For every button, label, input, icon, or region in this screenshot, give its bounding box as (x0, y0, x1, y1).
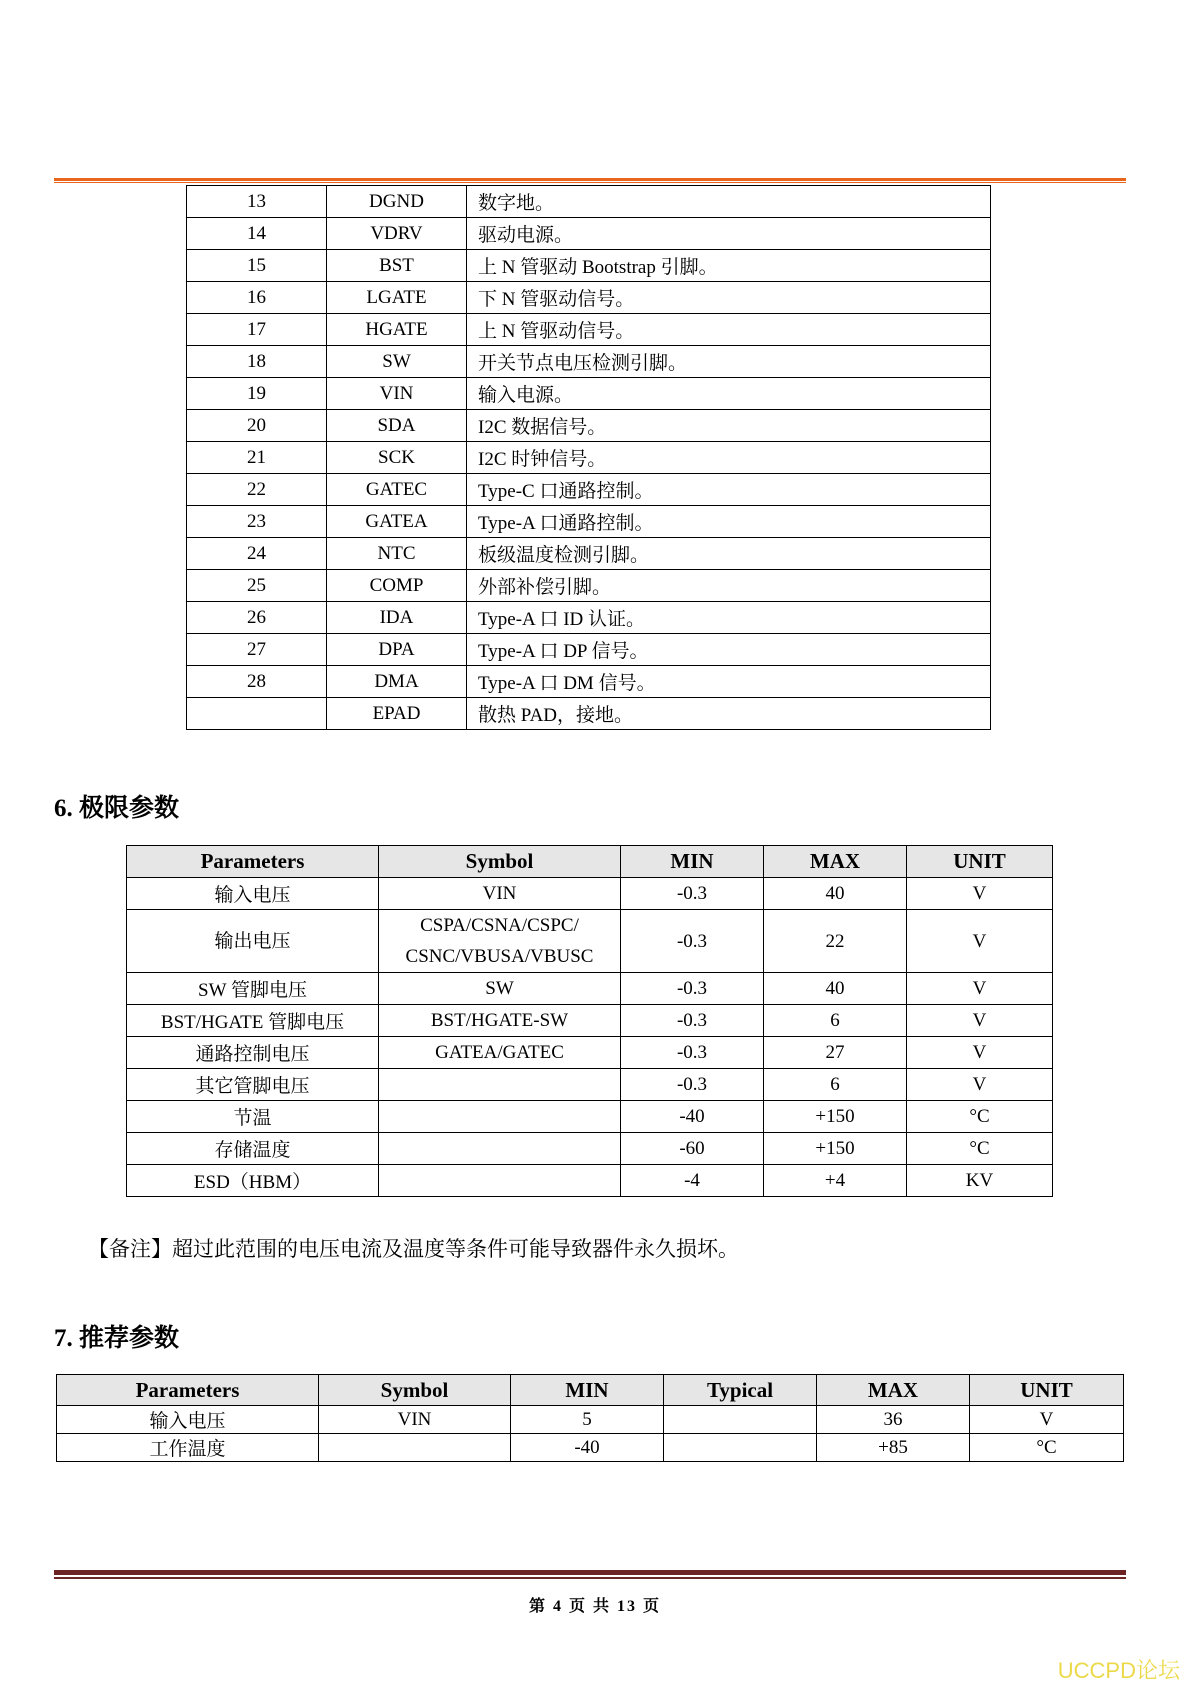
column-header: UNIT (970, 1375, 1124, 1406)
table-header-row (127, 846, 1053, 878)
unit-cell: °C (907, 1101, 1053, 1133)
min-cell: 5 (511, 1406, 664, 1434)
symbol-line-2: CSNC/VBUSA/VBUSC (405, 946, 594, 967)
pin-name: BST (327, 250, 467, 282)
column-header: Symbol (379, 846, 621, 878)
table-row (127, 1005, 1053, 1037)
symbol-cell (379, 1069, 621, 1101)
param-cell: 输出电压 (127, 910, 379, 973)
param-cell: SW 管脚电压 (127, 973, 379, 1005)
typical-cell (664, 1406, 817, 1434)
symbol-cell (379, 910, 621, 973)
table-row (187, 218, 991, 250)
pin-number: 24 (187, 538, 327, 570)
table-row (187, 634, 991, 666)
param-cell: ESD（HBM） (127, 1165, 379, 1197)
section-7-title: 7. 推荐参数 (54, 1325, 180, 1352)
pin-name: NTC (327, 538, 467, 570)
pin-number: 25 (187, 570, 327, 602)
symbol-cell: VIN (379, 878, 621, 910)
table-row (187, 698, 991, 730)
pin-number: 22 (187, 474, 327, 506)
page-number: 第 4 页 共 13 页 (528, 1598, 661, 1615)
table-row (187, 378, 991, 410)
param-cell: 通路控制电压 (127, 1037, 379, 1069)
pin-name: HGATE (327, 314, 467, 346)
pin-description: Type-A 口 DP 信号。 (467, 634, 991, 666)
table-row (187, 666, 991, 698)
pin-description: 散热 PAD，接地。 (467, 698, 991, 730)
table-row (187, 250, 991, 282)
column-header: Parameters (57, 1375, 319, 1406)
pin-number: 14 (187, 218, 327, 250)
unit-cell: V (907, 973, 1053, 1005)
table-row (187, 538, 991, 570)
pin-name: DMA (327, 666, 467, 698)
table-row (127, 1101, 1053, 1133)
footer-rule-thin (54, 1577, 1126, 1579)
min-cell: -0.3 (621, 1037, 764, 1069)
table-row (187, 570, 991, 602)
table-row (187, 314, 991, 346)
pin-name: DPA (327, 634, 467, 666)
table-row (187, 346, 991, 378)
max-cell: +150 (764, 1133, 907, 1165)
pin-name: VDRV (327, 218, 467, 250)
table-row (187, 442, 991, 474)
symbol-cell: BST/HGATE-SW (379, 1005, 621, 1037)
footer-rule-thick (54, 1570, 1126, 1575)
table-header-row (57, 1375, 1124, 1406)
min-cell: -0.3 (621, 1005, 764, 1037)
symbol-cell: VIN (319, 1406, 511, 1434)
pin-description-table (186, 185, 991, 730)
table-row (127, 878, 1053, 910)
pin-number: 16 (187, 282, 327, 314)
pin-description: 数字地。 (467, 186, 991, 218)
symbol-cell: SW (379, 973, 621, 1005)
absolute-max-ratings-table (126, 845, 1053, 1197)
header-rule-thick (54, 178, 1126, 181)
min-cell: -60 (621, 1133, 764, 1165)
unit-cell: V (907, 910, 1053, 973)
min-cell: -4 (621, 1165, 764, 1197)
unit-cell: V (907, 1037, 1053, 1069)
min-cell: -0.3 (621, 878, 764, 910)
symbol-cell (379, 1165, 621, 1197)
symbol-cell (319, 1434, 511, 1462)
pin-number: 20 (187, 410, 327, 442)
pin-description: 下 N 管驱动信号。 (467, 282, 991, 314)
pin-number: 23 (187, 506, 327, 538)
pin-name: SDA (327, 410, 467, 442)
pin-number: 13 (187, 186, 327, 218)
min-cell: -0.3 (621, 973, 764, 1005)
pin-description: 开关节点电压检测引脚。 (467, 346, 991, 378)
table-row (187, 602, 991, 634)
pin-description: Type-A 口 DM 信号。 (467, 666, 991, 698)
pin-number: 26 (187, 602, 327, 634)
pin-description: 板级温度检测引脚。 (467, 538, 991, 570)
param-cell: 节温 (127, 1101, 379, 1133)
column-header: Parameters (127, 846, 379, 878)
symbol-cell (379, 1133, 621, 1165)
table-row (187, 506, 991, 538)
pin-number: 19 (187, 378, 327, 410)
max-cell: 36 (817, 1406, 970, 1434)
typical-cell (664, 1434, 817, 1462)
pin-name: GATEC (327, 474, 467, 506)
pin-description: 外部补偿引脚。 (467, 570, 991, 602)
pin-description: 上 N 管驱动 Bootstrap 引脚。 (467, 250, 991, 282)
pin-description: Type-A 口通路控制。 (467, 506, 991, 538)
min-cell: -0.3 (621, 1069, 764, 1101)
table-row (127, 1165, 1053, 1197)
min-cell: -40 (511, 1434, 664, 1462)
pin-number: 18 (187, 346, 327, 378)
symbol-line-1: CSPA/CSNA/CSPC/ (420, 915, 579, 936)
unit-cell: V (907, 1069, 1053, 1101)
table-row (127, 1069, 1053, 1101)
pin-number: 21 (187, 442, 327, 474)
column-header: MIN (621, 846, 764, 878)
absolute-max-note: 【备注】超过此范围的电压电流及温度等条件可能导致器件永久损坏。 (88, 1237, 739, 1261)
max-cell: +4 (764, 1165, 907, 1197)
column-header: Typical (664, 1375, 817, 1406)
param-cell: BST/HGATE 管脚电压 (127, 1005, 379, 1037)
symbol-cell (379, 1101, 621, 1133)
max-cell: +150 (764, 1101, 907, 1133)
table-row (187, 186, 991, 218)
pin-description: Type-A 口 ID 认证。 (467, 602, 991, 634)
pin-name: SW (327, 346, 467, 378)
pin-description: 输入电源。 (467, 378, 991, 410)
column-header: UNIT (907, 846, 1053, 878)
recommended-params-table (56, 1374, 1124, 1462)
param-cell: 存储温度 (127, 1133, 379, 1165)
pin-name: SCK (327, 442, 467, 474)
pin-number: 15 (187, 250, 327, 282)
column-header: MIN (511, 1375, 664, 1406)
table-row (127, 1037, 1053, 1069)
unit-cell: V (970, 1406, 1124, 1434)
table-row (57, 1434, 1124, 1462)
table-row (187, 410, 991, 442)
max-cell: 27 (764, 1037, 907, 1069)
table-row (187, 474, 991, 506)
pin-number: 28 (187, 666, 327, 698)
unit-cell: KV (907, 1165, 1053, 1197)
pin-description: 驱动电源。 (467, 218, 991, 250)
pin-name: DGND (327, 186, 467, 218)
table-row (127, 1133, 1053, 1165)
pin-description: I2C 时钟信号。 (467, 442, 991, 474)
pin-name: EPAD (327, 698, 467, 730)
max-cell: 6 (764, 1005, 907, 1037)
unit-cell: °C (970, 1434, 1124, 1462)
max-cell: +85 (817, 1434, 970, 1462)
pin-description: I2C 数据信号。 (467, 410, 991, 442)
param-cell: 输入电压 (127, 878, 379, 910)
column-header: MAX (764, 846, 907, 878)
pin-name: GATEA (327, 506, 467, 538)
min-cell: -40 (621, 1101, 764, 1133)
pin-number (187, 698, 327, 730)
column-header: MAX (817, 1375, 970, 1406)
watermark: UCCPD论坛 (1057, 1658, 1180, 1683)
header-rule-thin (54, 182, 1126, 183)
pin-description: Type-C 口通路控制。 (467, 474, 991, 506)
pin-number: 17 (187, 314, 327, 346)
symbol-cell: GATEA/GATEC (379, 1037, 621, 1069)
param-cell: 其它管脚电压 (127, 1069, 379, 1101)
min-cell: -0.3 (621, 910, 764, 973)
unit-cell: °C (907, 1133, 1053, 1165)
pin-name: LGATE (327, 282, 467, 314)
column-header: Symbol (319, 1375, 511, 1406)
table-row (127, 910, 1053, 973)
max-cell: 40 (764, 878, 907, 910)
pin-name: IDA (327, 602, 467, 634)
table-row (187, 282, 991, 314)
max-cell: 6 (764, 1069, 907, 1101)
param-cell: 输入电压 (57, 1406, 319, 1434)
table-row (127, 973, 1053, 1005)
table-row (57, 1406, 1124, 1434)
pin-name: VIN (327, 378, 467, 410)
pin-name: COMP (327, 570, 467, 602)
max-cell: 22 (764, 910, 907, 973)
unit-cell: V (907, 1005, 1053, 1037)
pin-number: 27 (187, 634, 327, 666)
unit-cell: V (907, 878, 1053, 910)
max-cell: 40 (764, 973, 907, 1005)
pin-description: 上 N 管驱动信号。 (467, 314, 991, 346)
section-6-title: 6. 极限参数 (54, 795, 180, 822)
param-cell: 工作温度 (57, 1434, 319, 1462)
